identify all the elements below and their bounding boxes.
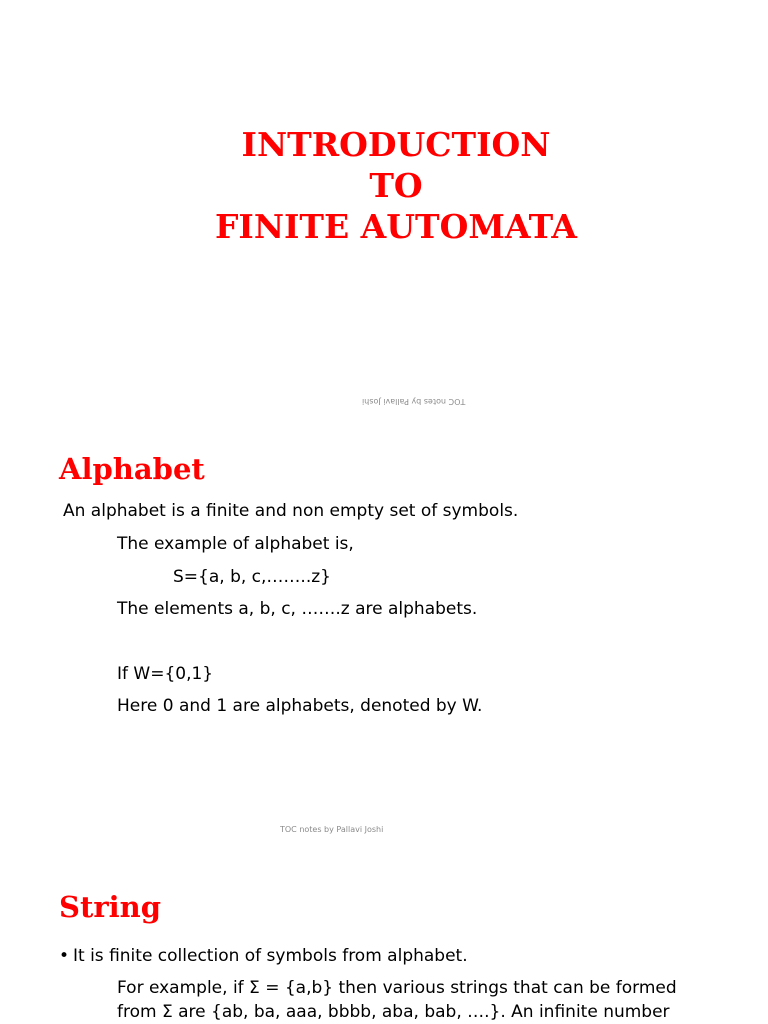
binary-explanation-line: Here 0 and 1 are alphabets, denoted by W.	[117, 696, 483, 716]
alphabet-slide	[0, 432, 768, 864]
title-line-3: FINITE AUTOMATA	[214, 207, 578, 246]
title-line-2: TO	[369, 166, 423, 205]
string-example-line-2: from Σ are {ab, ba, aaa, bbbb, aba, bab, ….}. An infinite number	[117, 1002, 670, 1022]
slide-footer: TOC notes by Pallavi Joshi	[280, 825, 384, 834]
slide-title	[0, 124, 768, 247]
string-slide	[0, 864, 768, 1024]
slide-heading: String	[59, 890, 161, 924]
binary-set-line: If W={0,1}	[117, 664, 214, 684]
example-set-line: S={a, b, c,……..z}	[173, 567, 331, 587]
string-definition-line: It is finite collection of symbols from alphabet.	[73, 946, 468, 966]
bullet-marker: •	[59, 946, 70, 966]
definition-line: An alphabet is a finite and non empty set of symbols.	[63, 501, 519, 521]
example-intro-line: The example of alphabet is,	[117, 534, 354, 554]
title-slide	[0, 0, 768, 432]
slide-footer-rotated: TOC notes by Pallavi Joshi	[362, 397, 466, 406]
string-example-line-1: For example, if Σ = {a,b} then various strings that can be formed	[117, 978, 677, 998]
elements-line: The elements a, b, c, …….z are alphabets.	[117, 599, 478, 619]
slide-heading: Alphabet	[59, 452, 205, 486]
title-line-1: INTRODUCTION	[241, 125, 551, 164]
